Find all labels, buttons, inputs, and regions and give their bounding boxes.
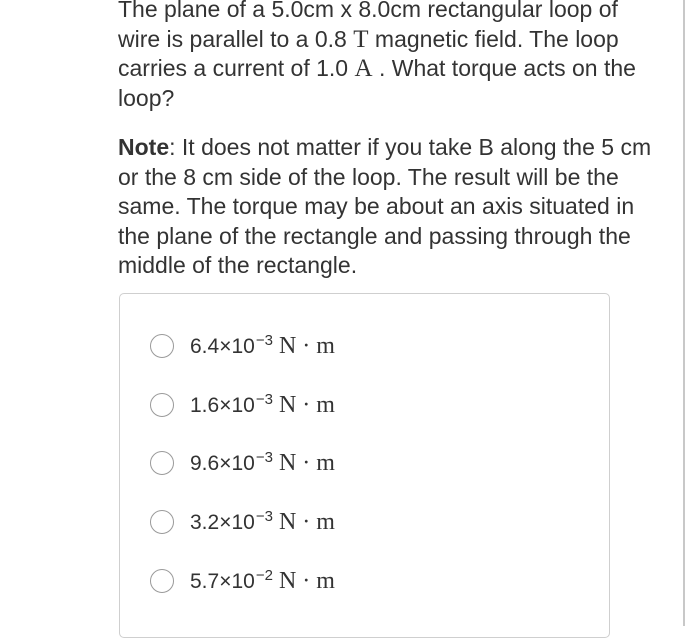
question-text-part2: magnetic field. The loop carries a current of 1.0 [118,25,619,81]
answer-option-1-label [190,333,335,360]
current-unit: A [354,55,373,82]
page-right-border [683,0,685,626]
answer-options-box [119,293,610,638]
option-2-exponent: −3 [255,390,273,408]
option-4-unit: N · m [278,508,335,535]
field-unit: T [353,25,369,53]
answer-option-4[interactable] [150,507,335,537]
option-1-unit: N · m [278,332,335,359]
question-text [118,0,663,113]
answer-option-1[interactable] [150,331,335,361]
option-5-unit: N · m [278,567,335,594]
answer-option-3-label [190,450,335,477]
option-3-mantissa: 9.6×10 [190,451,255,475]
radio-button-2[interactable] [150,393,174,417]
option-3-unit: N · m [278,449,335,476]
question-text-part1: The plane of a 5.0cm x 8.0cm rectangular loop of wire is parallel to a 0.8 [118,0,618,52]
answer-option-5[interactable] [150,566,335,596]
radio-button-5[interactable] [150,569,174,593]
option-4-mantissa: 3.2×10 [190,510,255,534]
answer-option-5-label [190,568,335,595]
option-2-unit: N · m [278,391,335,418]
note-label: Note [118,134,170,160]
answer-option-2-label [190,392,335,419]
option-5-mantissa: 5.7×10 [190,569,255,593]
radio-button-4[interactable] [150,510,174,534]
answer-option-4-label [190,509,335,536]
radio-button-3[interactable] [150,451,174,475]
option-5-exponent: −2 [255,566,273,584]
option-1-exponent: −3 [255,331,273,349]
note-text [118,133,653,281]
option-3-exponent: −3 [255,448,273,466]
answer-option-2[interactable] [150,390,335,420]
option-4-exponent: −3 [255,507,273,525]
option-2-mantissa: 1.6×10 [190,393,255,417]
answer-option-3[interactable] [150,448,335,478]
note-body: : It does not matter if you take B along the 5 cm or the 8 cm side of the loop. The result will be the same. The torque may be about an axis situated in the plane of the rectangle and passing through the middle of the rectangle. [118,134,652,278]
question-text-part3: . What torque acts on the loop? [118,55,636,111]
radio-button-1[interactable] [150,334,174,358]
option-1-mantissa: 6.4×10 [190,334,255,358]
